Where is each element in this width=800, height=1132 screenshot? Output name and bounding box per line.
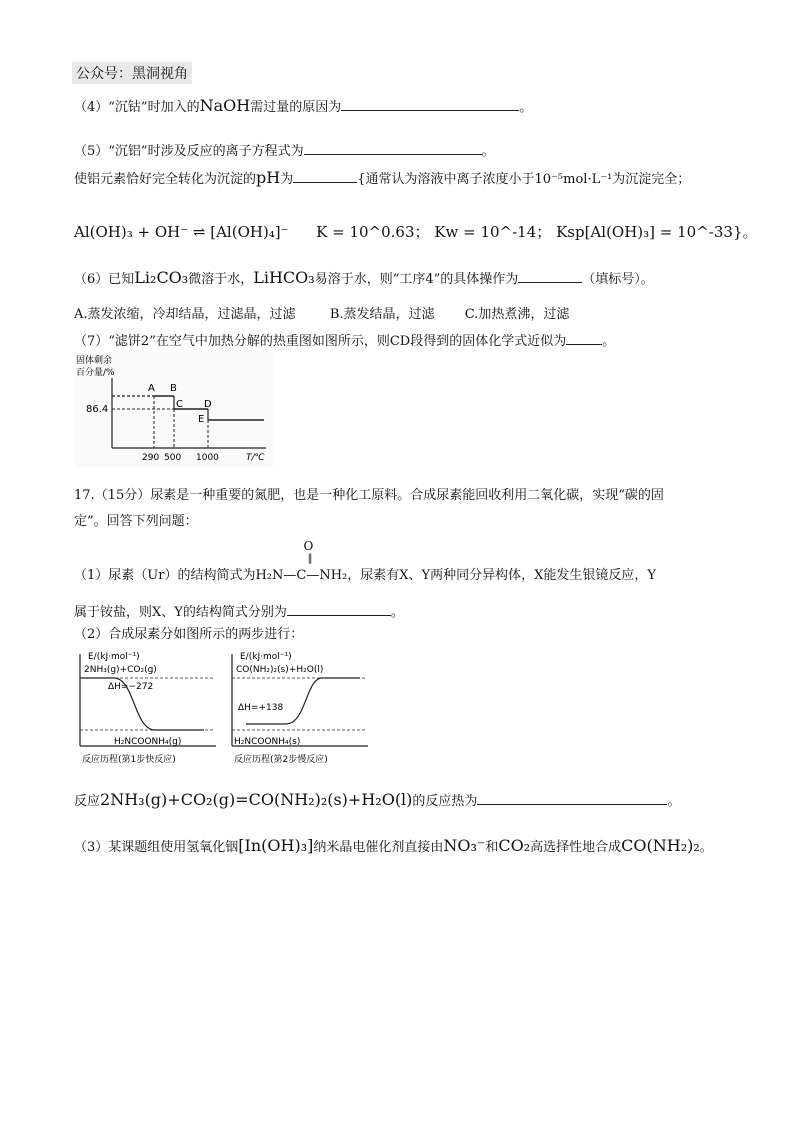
q7-text: （7）“滤饼2”在空气中加热分解的热重图如图所示，则CD段得到的固体化学式近似为	[74, 334, 567, 349]
graph1-bottom: H₂NCOONH₄(g)	[114, 737, 182, 747]
q17-1-prefix: （1）尿素（Ur）的结构简式为	[74, 568, 256, 583]
q17-1-answer-blank[interactable]	[287, 601, 391, 616]
urea-structure: O ‖ H₂N—C—NH₂	[255, 566, 347, 586]
q17-3-product: CO(NH₂)₂	[621, 836, 700, 855]
q17-3-prefix: （3）某课题组使用氢氧化铟	[74, 840, 239, 855]
q5-text: （5）“沉铝”时涉及反应的离子方程式为	[74, 144, 304, 159]
eq-end: }。	[732, 223, 758, 241]
question-17-1-line2	[74, 601, 404, 623]
q17-3-co2: CO₂	[498, 836, 531, 855]
graph2-caption: 反应历程(第2步慢反应)	[234, 755, 328, 765]
q4-answer-blank[interactable]	[341, 96, 519, 111]
q7-end: 。	[602, 334, 616, 349]
q5b-answer-blank[interactable]	[293, 168, 357, 183]
tg-xlabel: T/℃	[246, 453, 265, 463]
graph1-top: 2NH₃(g)+CO₂(g)	[84, 665, 157, 675]
energy-graph-step2	[226, 648, 372, 766]
q6-prefix: （6）已知	[74, 272, 135, 287]
q7-answer-blank[interactable]	[566, 330, 602, 345]
urea-structure-o: O	[303, 539, 314, 553]
question-5b	[74, 168, 690, 190]
eq-kw: Kw = 10^-14	[434, 223, 537, 241]
thermogravimetric-graph	[74, 352, 274, 467]
q5b-suffix: 为沉淀完全；	[612, 172, 691, 187]
tg-xtick-500: 500	[164, 453, 182, 463]
q5b-conc: 10⁻⁵mol·L⁻¹	[534, 172, 613, 187]
question-7	[74, 330, 615, 352]
q17-2b-answer-blank[interactable]	[477, 790, 667, 805]
tg-point-a: A	[148, 383, 155, 394]
q17-1-mid: ，尿素有X、Y两种同分异构体，X能发生银镜反应，Y	[347, 568, 656, 583]
q5-end: 。	[481, 144, 495, 159]
graph2-top: CO(NH₂)₂(s)+H₂O(l)	[236, 665, 324, 675]
q4-end: 。	[519, 100, 533, 115]
graph2-bottom: H₂NCOONH₄(s)	[234, 737, 301, 747]
q17-2b-end: 。	[667, 794, 681, 809]
q4-chem: NaOH	[199, 96, 251, 115]
q6-mid2: 易溶于水，则“工序4”的具体操作为	[314, 272, 519, 287]
q17-3-mid: 纳米晶电催化剂直接由	[313, 840, 444, 855]
q4-suffix: 需过量的原因为	[250, 100, 342, 115]
question-4	[74, 96, 532, 118]
q5b-text2: {通常认为溶液中离子浓度小于	[357, 172, 535, 187]
question-5	[74, 140, 495, 162]
tg-xtick-290: 290	[142, 453, 160, 463]
q6-option-c[interactable]: C.加热煮沸，过滤	[464, 307, 570, 322]
q6-mid1: 微溶于水，	[188, 272, 254, 287]
eq-ksp: Ksp[Al(OH)₃] = 10^-33	[556, 223, 733, 241]
graph1-dh: ΔH=−272	[108, 682, 154, 692]
tg-xtick-1000: 1000	[196, 453, 219, 463]
tg-point-d: D	[204, 399, 212, 410]
q17-2b-prefix: 反应	[74, 794, 101, 809]
graph1-ylabel: E/(kJ·mol⁻¹)	[88, 652, 140, 662]
q17-1-end: 。	[390, 605, 404, 620]
question-17-line1: 17.（15分）尿素是一种重要的氮肥，也是一种化工原料。合成尿素能回收利用二氧化碳，实现“碳的固	[74, 488, 664, 503]
question-17-1	[74, 539, 656, 586]
q17-3-no3: NO₃⁻	[443, 836, 486, 855]
q6-option-a[interactable]: A.蒸发浓缩，冷却结晶，过滤晶，过滤	[74, 307, 296, 322]
q6-end: （填标号）。	[582, 272, 654, 287]
q17-3-catalyst: [In(OH)₃]	[238, 836, 314, 855]
tg-point-e: E	[198, 414, 205, 425]
q6-option-b[interactable]: B.蒸发结晶，过滤	[329, 307, 435, 322]
q17-3-end: 。	[699, 840, 713, 855]
q4-prefix: （4）“沉钴”时加入的	[74, 100, 200, 115]
question-17-2b	[74, 790, 680, 812]
q5b-mid: 为	[280, 172, 294, 187]
q6-lihco3: LiHCO₃	[253, 268, 315, 287]
graph2-dh: ΔH=+138	[238, 703, 284, 713]
eq-reaction: Al(OH)₃ + OH⁻ ⇌ [Al(OH)₄]⁻	[74, 223, 289, 241]
q6-li2co3: Li₂CO₃	[134, 268, 189, 287]
eq-k: K = 10^0.63	[316, 223, 415, 241]
watermark: 公众号：黑洞视角	[72, 62, 192, 84]
q6-answer-blank[interactable]	[518, 268, 582, 283]
energy-graph-step1	[74, 648, 220, 766]
question-17-2: （2）合成尿素分如图所示的两步进行：	[74, 627, 304, 642]
q5-answer-blank[interactable]	[304, 140, 482, 155]
q6-options	[74, 305, 569, 325]
tg-yval: 86.4	[86, 404, 109, 415]
question-17-line2: 定”。回答下列问题：	[74, 514, 198, 529]
q5b-ph: pH	[256, 168, 281, 187]
q17-3-mid2: 高选择性地合成	[530, 840, 622, 855]
tg-ylabel-2: 百分量/%	[76, 368, 115, 378]
q17-1-line2: 属于铵盐，则X、Y的结构简式分别为	[74, 605, 287, 620]
graph2-ylabel: E/(kJ·mol⁻¹)	[240, 652, 292, 662]
q17-2b-reaction: 2NH₃(g)+CO₂(g)=CO(NH₂)₂(s)+H₂O(l)	[100, 790, 413, 809]
urea-structure-main: H₂N—C—NH₂	[255, 568, 348, 583]
tg-point-c: C	[176, 399, 183, 410]
q17-2b-suffix: 的反应热为	[412, 794, 478, 809]
q5b-prefix: 使铝元素恰好完全转化为沉淀的	[74, 172, 257, 187]
tg-point-b: B	[170, 383, 177, 394]
tg-ylabel-1: 固体剩余	[76, 356, 113, 366]
graph1-caption: 反应历程(第1步快反应)	[82, 755, 176, 765]
question-17-3	[74, 836, 713, 858]
q17-3-and: 和	[485, 840, 499, 855]
equilibrium-line: Al(OH)₃ + OH⁻ ⇌ [Al(OH)₄]⁻ K = 10^0.63； Kw = 10^-14； Ksp[Al(OH)₃] = 10^-33}。	[74, 223, 758, 241]
question-6	[74, 268, 654, 290]
